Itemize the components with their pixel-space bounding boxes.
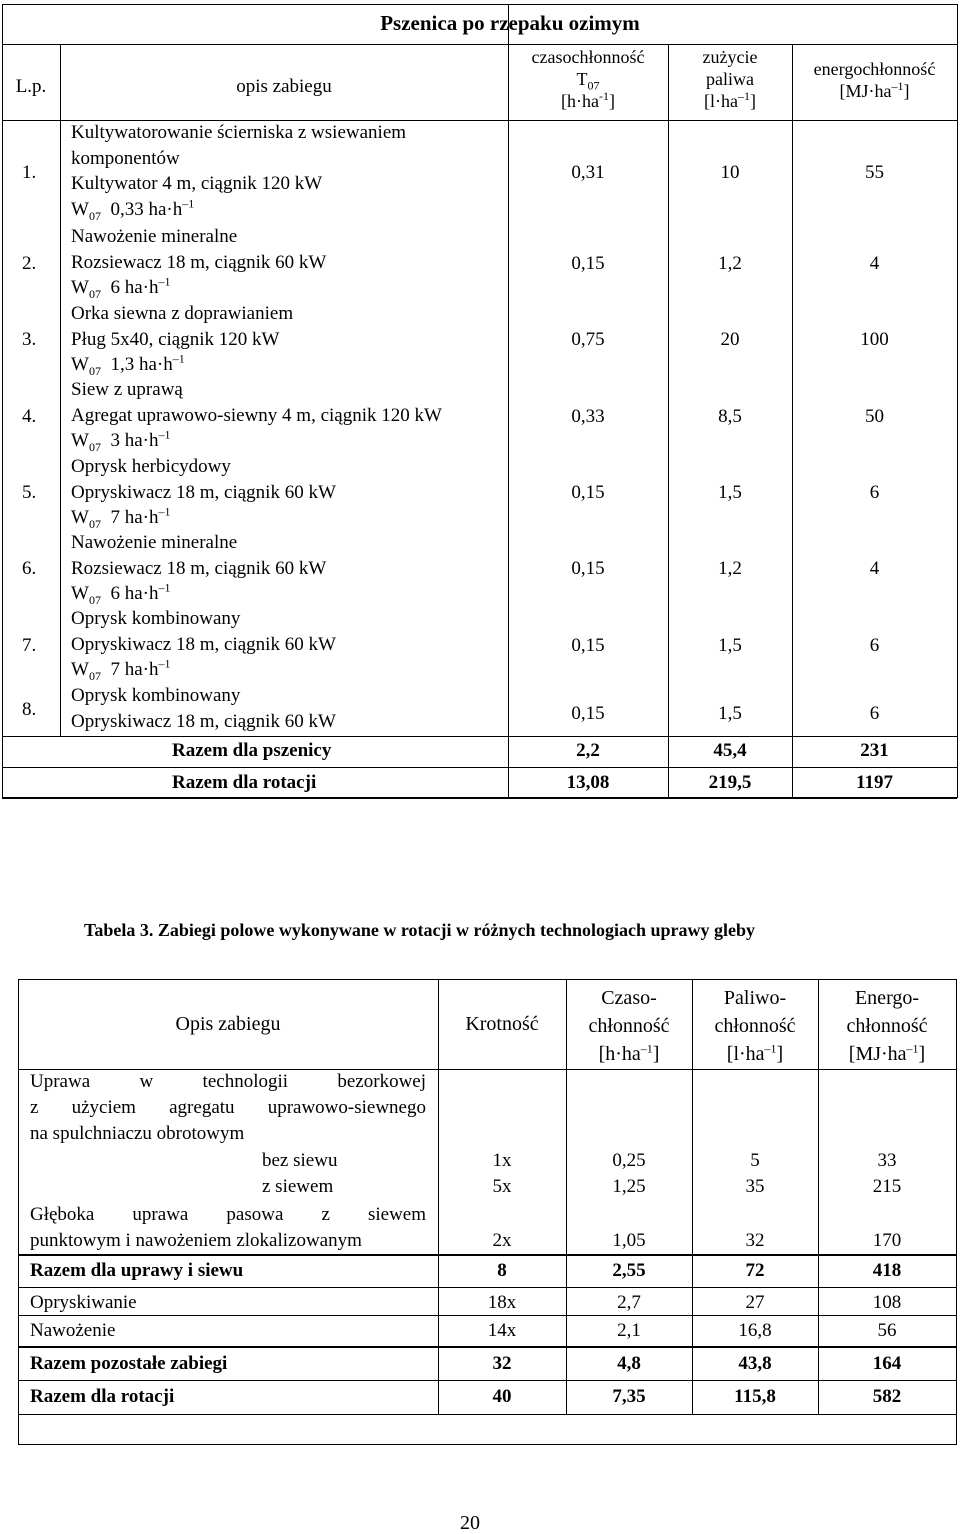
row-czas: 0,15 <box>571 558 605 579</box>
row-czas: 2,7 <box>617 1292 641 1313</box>
total-pszenica-label: Razem dla pszenicy <box>172 740 332 761</box>
row-paliwo: 72 <box>745 1260 765 1281</box>
row-energia: 55 <box>865 162 884 183</box>
row-energia: 164 <box>872 1353 902 1374</box>
z-siewem-label: z siewem <box>262 1176 334 1197</box>
header-opis: opis zabiegu <box>236 76 332 97</box>
rule <box>18 1315 956 1316</box>
row-lp: 1. <box>22 162 37 183</box>
row-paliwo: 20 <box>720 329 740 350</box>
table-caption: Tabela 3. Zabiegi polowe wykonywane w rotacji w różnych technologiach uprawy gleby <box>84 920 756 940</box>
row-desc-line: Opryskiwacz 18 m, ciągnik 60 kW <box>71 633 336 655</box>
row-energia: 56 <box>877 1320 897 1341</box>
row-label: Razem dla uprawy i siewu <box>30 1260 244 1281</box>
rule <box>18 979 19 1445</box>
row-energia: 6 <box>869 703 880 724</box>
row-energia: 6 <box>869 482 880 503</box>
row-energia: 50 <box>865 405 884 427</box>
row-desc-line: Agregat uprawowo-siewny 4 m, ciągnik 120 kW <box>71 404 442 426</box>
row-czas: 0,31 <box>571 162 605 183</box>
header-czas: czasochłonność $T_{07}$ $[h\cdot ha^{-1}]$ <box>531 47 645 111</box>
t2-header-energia: Energo- chłonność $[MJ\cdot ha^{-1}]$ <box>846 987 928 1065</box>
bezorkowa-line-2: z użyciem agregatu uprawowo-siewnego <box>30 1097 426 1118</box>
header-energia: energochłonność $[MJ\cdot ha^{-1}]$ <box>813 59 936 101</box>
gleboka-czas: 1,05 <box>612 1230 646 1251</box>
row-krotnosc: 14x <box>487 1320 517 1341</box>
row-lp: 8. <box>22 699 37 720</box>
row-paliwo: 1,5 <box>718 634 742 656</box>
rule <box>508 4 509 798</box>
row-wydajnosc: $W_{07}$ 6 $ha\cdot h^{-1}$ <box>71 274 171 301</box>
row-czas: 7,35 <box>612 1386 646 1407</box>
z-siewem-energia: 215 <box>872 1176 902 1197</box>
row-wydajnosc: $W_{07}$ 1,3 $ha\cdot h^{-1}$ <box>71 351 185 378</box>
row-desc-line: Orka siewna z doprawianiem <box>71 303 294 324</box>
total-pszenica-paliwo: 45,4 <box>713 740 747 761</box>
row-paliwo: 1,2 <box>718 252 742 274</box>
row-czas: 0,15 <box>571 703 605 724</box>
total-pszenica-energia: 231 <box>860 740 889 761</box>
header-lp: L.p. <box>15 76 47 97</box>
rule <box>2 120 957 121</box>
row-desc-line: Nawożenie mineralne <box>71 226 238 247</box>
table-title: Pszenica po rzepaku ozimym <box>380 11 640 35</box>
rule <box>18 1380 956 1381</box>
row-paliwo: 1,2 <box>718 558 742 579</box>
row-label: Razem dla rotacji <box>30 1386 175 1407</box>
row-label: Opryskiwanie <box>30 1292 137 1313</box>
bez-siewu-czas: 0,25 <box>612 1150 646 1171</box>
row-desc-line: Kultywator 4 m, ciągnik 120 kW <box>71 173 323 194</box>
rule <box>2 44 957 45</box>
row-czas: 0,15 <box>571 252 605 274</box>
z-siewem-paliwo: 35 <box>745 1176 765 1197</box>
row-energia: 582 <box>872 1386 902 1407</box>
row-paliwo: 8,5 <box>718 405 742 427</box>
row-wydajnosc: $W_{07}$ 0,33 $ha\cdot h^{-1}$ <box>71 196 195 223</box>
total-rotacja-czas: 13,08 <box>566 772 610 793</box>
bez-siewu-paliwo: 5 <box>750 1150 760 1171</box>
row-desc-line: Rozsiewacz 18 m, ciągnik 60 kW <box>71 251 327 273</box>
gleboka-line-1: Głęboka uprawa pasowa z siewem <box>30 1204 426 1225</box>
row-desc-line: Nawożenie mineralne <box>71 532 238 553</box>
page-number: 20 <box>460 1512 480 1534</box>
row-desc-line: Kultywatorowanie ścierniska z wsiewaniem <box>71 122 407 143</box>
bez-siewu-label: bez siewu <box>262 1150 338 1171</box>
row-krotnosc: 40 <box>492 1386 512 1407</box>
row-paliwo: 10 <box>720 162 740 183</box>
row-paliwo: 1,5 <box>718 703 742 724</box>
row-czas: 0,15 <box>571 482 605 503</box>
row-wydajnosc: $W_{07}$ 7 $ha\cdot h^{-1}$ <box>71 504 171 531</box>
row-wydajnosc: $W_{07}$ 6 $ha\cdot h^{-1}$ <box>71 580 171 607</box>
total-rotacja-energia: 1197 <box>856 772 893 793</box>
rule <box>18 979 956 980</box>
row-wydajnosc: $W_{07}$ 3 $ha\cdot h^{-1}$ <box>71 427 171 454</box>
bez-siewu-krotnosc: 1x <box>492 1150 512 1171</box>
row-wydajnosc: $W_{07}$ 7 $ha\cdot h^{-1}$ <box>71 656 171 683</box>
rule <box>956 979 957 1445</box>
row-desc-line: Rozsiewacz 18 m, ciągnik 60 kW <box>71 557 327 579</box>
row-paliwo: 43,8 <box>738 1353 772 1374</box>
rule <box>2 767 957 768</box>
row-desc-line: Opryskiwacz 18 m, ciągnik 60 kW <box>71 481 336 503</box>
row-energia: 4 <box>869 558 880 579</box>
row-desc-line: Oprysk herbicydowy <box>71 456 231 477</box>
row-desc-line: Siew z uprawą <box>71 379 183 400</box>
row-paliwo: 16,8 <box>738 1320 772 1341</box>
row-paliwo: 27 <box>745 1292 765 1313</box>
row-energia: 4 <box>869 252 880 274</box>
bezorkowa-line-3: na spulchniaczu obrotowym <box>30 1123 245 1144</box>
row-krotnosc: 32 <box>492 1353 512 1374</box>
bezorkowa-line-1: Uprawa w technologii bezorkowej <box>30 1071 426 1092</box>
row-krotnosc: 18x <box>487 1292 517 1313</box>
row-czas: 0,33 <box>571 405 605 427</box>
rule <box>2 4 3 798</box>
rule <box>18 1254 956 1256</box>
row-energia: 418 <box>872 1260 902 1281</box>
rule <box>18 1069 956 1070</box>
row-lp: 3. <box>22 329 37 350</box>
row-desc-line: Opryskiwacz 18 m, ciągnik 60 kW <box>71 710 336 732</box>
gleboka-energia: 170 <box>872 1230 902 1251</box>
gleboka-line-2: punktowym i nawożeniem zlokalizowanym <box>30 1230 362 1251</box>
rule <box>2 797 957 799</box>
row-lp: 5. <box>22 482 37 503</box>
rule <box>18 1444 956 1445</box>
row-paliwo: 115,8 <box>734 1386 776 1407</box>
z-siewem-krotnosc: 5x <box>492 1176 512 1197</box>
row-label: Nawożenie <box>30 1320 116 1341</box>
row-desc-line: komponentów <box>71 147 180 169</box>
rule <box>957 4 958 798</box>
total-rotacja-label: Razem dla rotacji <box>172 772 317 793</box>
row-energia: 6 <box>869 634 880 656</box>
rule <box>18 1346 956 1348</box>
row-czas: 0,75 <box>571 329 605 350</box>
row-desc-line: Oprysk kombinowany <box>71 685 241 706</box>
z-siewem-czas: 1,25 <box>612 1176 646 1197</box>
row-energia: 108 <box>872 1292 902 1313</box>
total-rotacja-paliwo: 219,5 <box>708 772 752 793</box>
row-czas: 2,1 <box>617 1320 641 1341</box>
row-lp: 6. <box>22 558 37 579</box>
row-energia: 100 <box>860 329 889 350</box>
row-czas: 0,15 <box>571 634 605 656</box>
rule <box>2 736 957 737</box>
rule <box>2 4 957 5</box>
gleboka-paliwo: 32 <box>745 1230 765 1251</box>
gleboka-krotnosc: 2x <box>492 1230 512 1251</box>
t2-header-opis: Opis zabiegu <box>175 1013 281 1035</box>
t2-header-czas: Czaso- chłonność $[h\cdot ha^{-1}]$ <box>588 987 670 1065</box>
row-czas: 4,8 <box>617 1353 641 1374</box>
row-lp: 4. <box>22 405 37 427</box>
row-desc-line: Pług 5x40, ciągnik 120 kW <box>71 328 280 350</box>
t2-header-paliwo: Paliwo- chłonność $[l\cdot ha^{-1}]$ <box>714 987 796 1065</box>
row-desc-line: Oprysk kombinowany <box>71 608 241 629</box>
bez-siewu-energia: 33 <box>877 1150 897 1171</box>
header-paliwo: zużycie paliwa $[l\cdot ha^{-1}]$ <box>702 47 758 111</box>
row-czas: 2,55 <box>612 1260 646 1281</box>
row-label: Razem pozostałe zabiegi <box>30 1353 228 1374</box>
row-lp: 2. <box>22 252 37 274</box>
row-krotnosc: 8 <box>497 1260 507 1281</box>
row-paliwo: 1,5 <box>718 482 742 503</box>
total-pszenica-czas: 2,2 <box>576 740 600 761</box>
rule <box>60 44 61 736</box>
rule <box>18 1287 956 1288</box>
row-lp: 7. <box>22 634 37 656</box>
t2-header-krotnosc: Krotność <box>465 1013 539 1035</box>
rule <box>18 1414 956 1415</box>
